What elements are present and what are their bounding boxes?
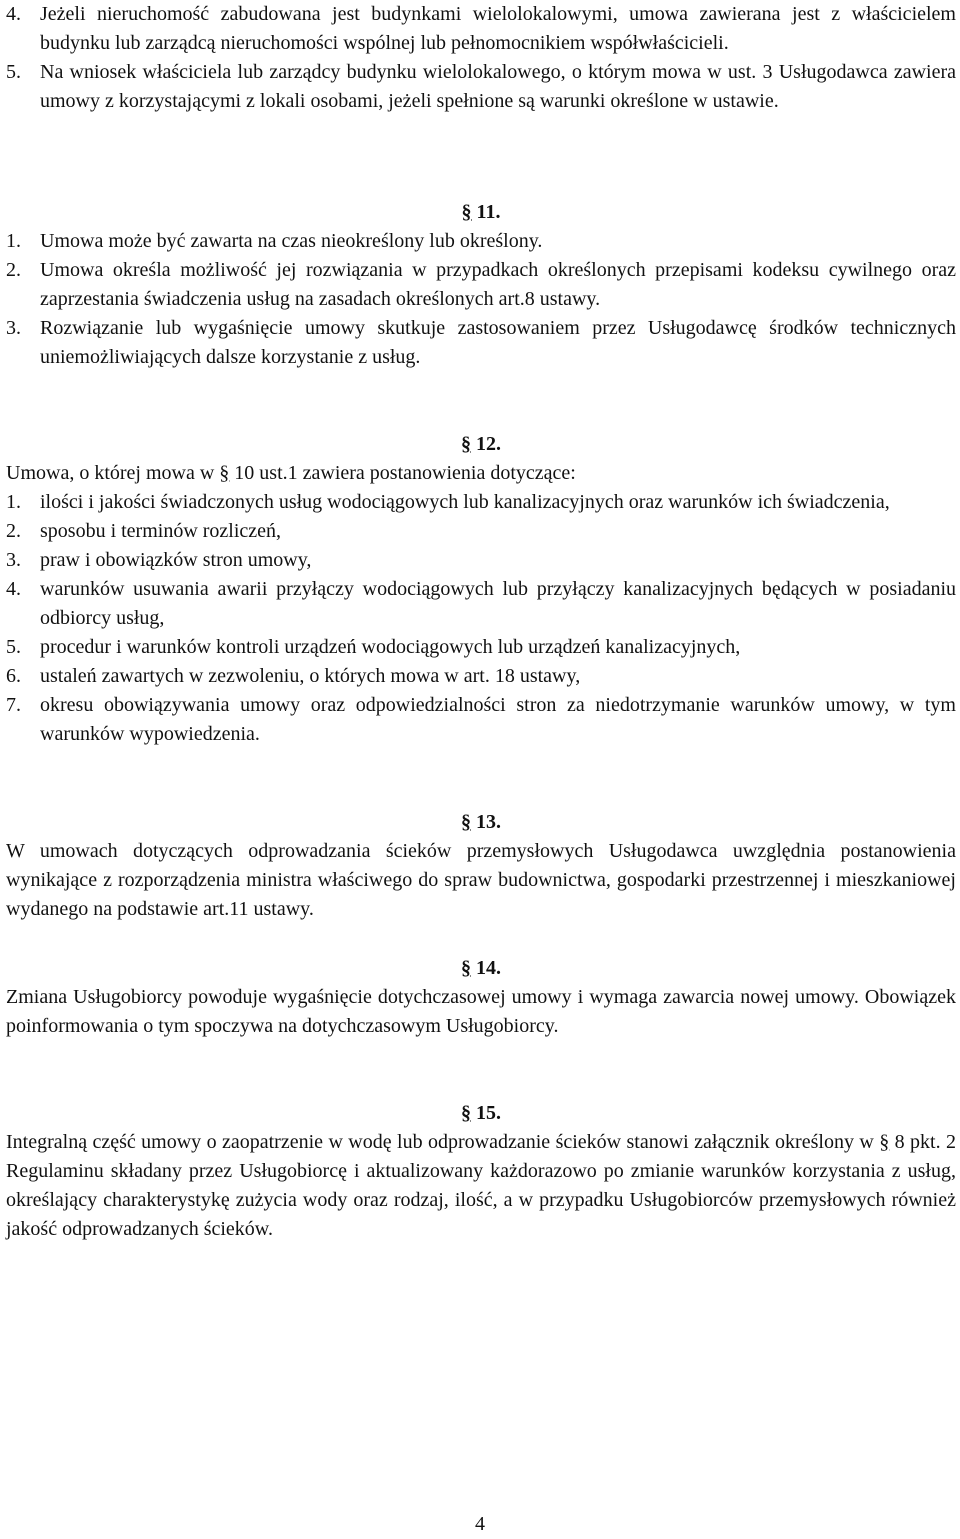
item-number: 4.: [6, 3, 21, 25]
item-text: ustaleń zawartych w zezwoleniu, o których mowa w art. 18 ustawy,: [40, 665, 581, 687]
section-symbol: §: [879, 1131, 890, 1153]
list-item: [6, 488, 956, 517]
section-15-text: [6, 1128, 956, 1244]
list-item: [6, 227, 956, 256]
section-14: [6, 954, 956, 1041]
paragraph-text: Integralną część umowy o zaopatrzenie w wodę lub odprowadzanie ścieków stanowi załącznik określony w: [6, 1131, 880, 1153]
section-13: [6, 808, 956, 924]
section-14-heading: [6, 954, 956, 983]
item-number: 6.: [6, 665, 21, 687]
section-symbol: §: [461, 811, 471, 833]
section-10-tail: [6, 0, 956, 116]
section-14-text: Zmiana Usługobiorcy powoduje wygaśnięcie dotychczasowej umowy i wymaga zawarcia nowej umowy. Obowiązek poinformowania o tym spoczywa na dotychczasowym Usługobiorcy.: [6, 986, 956, 1037]
item-text: Umowa może być zawarta na czas nieokreślony lub określony.: [40, 230, 543, 252]
intro-text: Umowa, o której mowa w: [6, 462, 220, 484]
section-12-intro: [6, 459, 956, 488]
item-number: 7.: [6, 694, 21, 716]
list-item: [6, 58, 956, 116]
list-item: [6, 662, 956, 691]
section-number: 12.: [476, 433, 501, 455]
list-item: [6, 517, 956, 546]
item-text: warunków usuwania awarii przyłączy wodociągowych lub przyłączy kanalizacyjnych będących w posiadaniu odbiorcy usług,: [40, 578, 956, 629]
item-text: okresu obowiązywania umowy oraz odpowiedzialności stron za niedotrzymanie warunków umowy, w tym warunków wypowiedzenia.: [40, 694, 956, 745]
section-symbol: §: [461, 433, 471, 455]
section-15-heading: [6, 1099, 956, 1128]
intro-text: 10 ust.1 zawiera postanowienia dotyczące:: [229, 462, 576, 484]
section-number: 13.: [476, 811, 501, 833]
list-item: [6, 633, 956, 662]
list-item: [6, 256, 956, 314]
section-11-heading: [6, 198, 956, 227]
list-item: [6, 575, 956, 633]
list-item: [6, 0, 956, 58]
section-symbol: §: [461, 1102, 471, 1124]
paragraph-text: 8 pkt. 2 Regulaminu składany przez Usługobiorcę i aktualizowany każdorazowo po zmianie warunków korzystania z usług, określający charakterystykę zużycia wody oraz rodzaj, ilość, a w przypadku Usługobiorców przemysłowych również jakość odprowadzanych ścieków.: [6, 1131, 956, 1240]
item-number: 3.: [6, 317, 21, 339]
list-item: [6, 691, 956, 749]
item-number: 5.: [6, 61, 21, 83]
item-number: 3.: [6, 549, 21, 571]
item-number: 1.: [6, 491, 21, 513]
item-number: 2.: [6, 259, 21, 281]
item-text: Rozwiązanie lub wygaśnięcie umowy skutkuje zastosowaniem przez Usługodawcę środków technicznych uniemożliwiających dalsze korzystanie z usług.: [40, 317, 956, 368]
section-number: 11.: [476, 201, 501, 223]
section-symbol: §: [219, 462, 230, 484]
item-number: 4.: [6, 578, 21, 600]
item-text: procedur i warunków kontroli urządzeń wodociągowych lub urządzeń kanalizacyjnych,: [40, 636, 741, 658]
item-number: 5.: [6, 636, 21, 658]
section-symbol: §: [461, 957, 471, 979]
section-symbol: §: [461, 201, 472, 223]
section-11: [6, 198, 956, 372]
list-item: [6, 314, 956, 372]
item-text: Na wniosek właściciela lub zarządcy budynku wielolokalowego, o którym mowa w ust. 3 Usługodawca zawiera umowy z korzystającymi z lokali osobami, jeżeli spełnione są warunki określone w ustawie.: [40, 61, 956, 112]
item-text: sposobu i terminów rozliczeń,: [40, 520, 282, 542]
item-text: praw i obowiązków stron umowy,: [40, 549, 312, 571]
page-number: 4: [475, 1513, 485, 1535]
item-number: 2.: [6, 520, 21, 542]
section-12-heading: [6, 430, 956, 459]
list-item: [6, 546, 956, 575]
section-12: [6, 430, 956, 749]
item-text: Jeżeli nieruchomość zabudowana jest budynkami wielolokalowymi, umowa zawierana jest z właścicielem budynku lub zarządcą nieruchomości wspólnej lub pełnomocnikiem współwłaścicieli.: [40, 3, 956, 54]
item-text: ilości i jakości świadczonych usług wodociągowych lub kanalizacyjnych oraz warunków ich świadczenia,: [40, 491, 890, 513]
section-15: [6, 1099, 956, 1244]
section-13-heading: [6, 808, 956, 837]
item-text: Umowa określa możliwość jej rozwiązania w przypadkach określonych przepisami kodeksu cywilnego oraz zaprzestania świadczenia usług na zasadach określonych art.8 ustawy.: [40, 259, 956, 310]
section-13-text: W umowach dotyczących odprowadzania ścieków przemysłowych Usługodawca uwzględnia postanowienia wynikające z rozporządzenia ministra właściwego do spraw budownictwa, gospodarki przestrzennej i mieszkaniowej wydanego na podstawie art.11 ustawy.: [6, 840, 956, 920]
item-number: 1.: [6, 230, 21, 252]
section-number: 14.: [476, 957, 501, 979]
section-number: 15.: [476, 1102, 501, 1124]
